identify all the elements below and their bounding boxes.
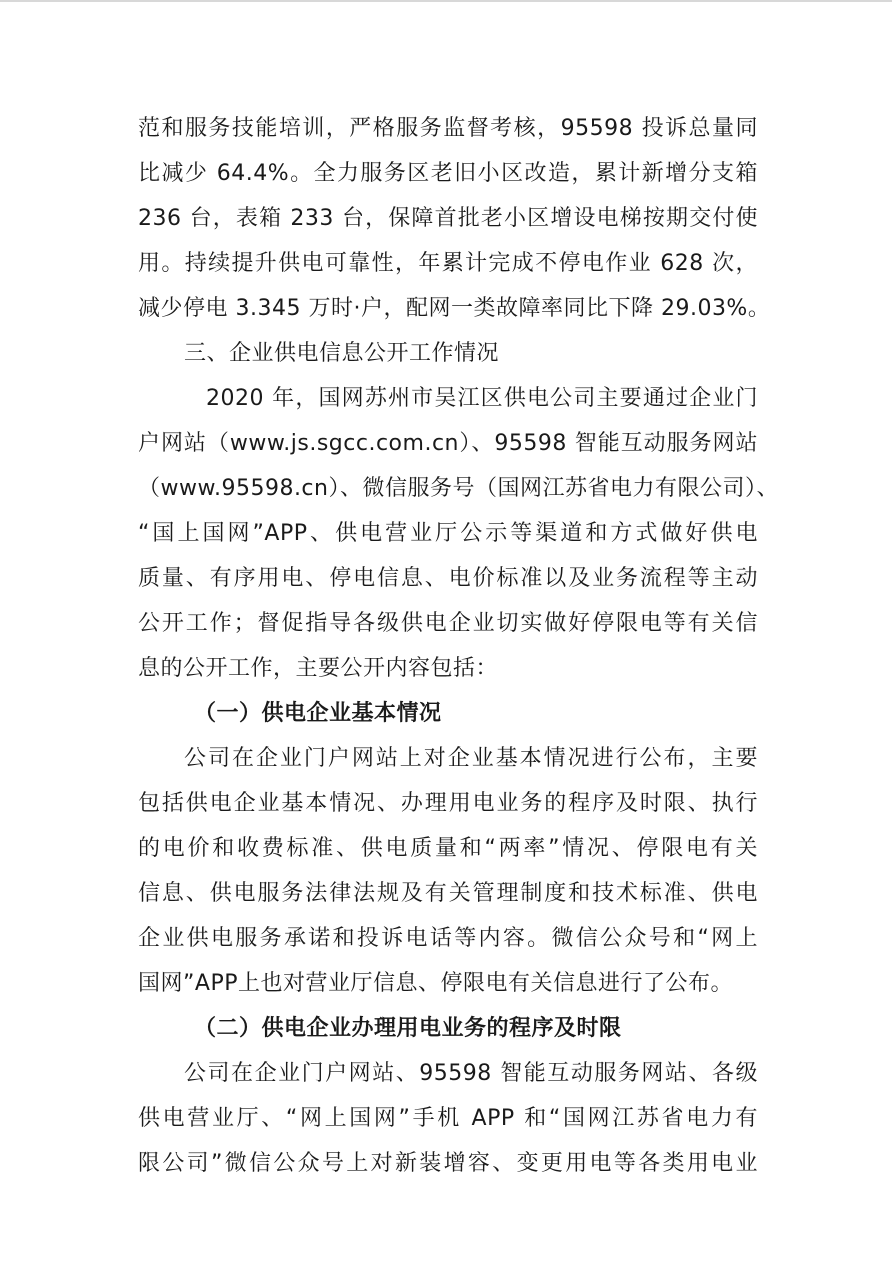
text-line: 公开工作；督促指导各级供电企业切实做好停限电等有关信	[138, 611, 758, 636]
text-line: 用。持续提升供电可靠性，年累计完成不停电作业 628 次，	[138, 251, 758, 276]
text-line: 息的公开工作，主要公开内容包括：	[138, 656, 499, 681]
paragraph-basic-info	[138, 740, 758, 1003]
text-line: 限公司”微信公众号上对新装增容、变更用电等各类用电业	[138, 1151, 758, 1176]
text-line: 比减少 64.4%。全力服务区老旧小区改造，累计新增分支箱	[138, 161, 758, 186]
text-line: 质量、有序用电、停电信息、电价标准以及业务流程等主动	[138, 566, 758, 591]
text-line: （www.95598.cn）、微信服务号（国网江苏省电力有限公司）、	[138, 476, 779, 501]
text-line: 企业供电服务承诺和投诉电话等内容。微信公众号和“网上	[138, 926, 758, 951]
text-line: 减少停电 3.345 万时·户，配网一类故障率同比下降 29.03%。	[138, 296, 771, 321]
text-line: 的电价和收费标准、供电质量和“两率”情况、停限电有关	[138, 836, 758, 861]
document-body	[138, 110, 779, 1190]
text-line: 范和服务技能培训，严格服务监督考核，95598 投诉总量同	[138, 116, 758, 141]
paragraph-procedures	[138, 1055, 758, 1183]
text-line: 2020 年，国网苏州市吴江区供电公司主要通过企业门	[206, 386, 758, 411]
text-line: 户网站（www.js.sgcc.com.cn）、95598 智能互动服务网站	[138, 431, 758, 456]
text-line: 信息、供电服务法律法规及有关管理制度和技术标准、供电	[138, 881, 758, 906]
page-top-border	[0, 0, 892, 2]
subsection-heading-2: （二）供电企业办理用电业务的程序及时限	[194, 1016, 622, 1041]
paragraph-service-results	[138, 110, 771, 328]
text-line: “国上国网”APP、供电营业厅公示等渠道和方式做好供电	[138, 521, 758, 546]
text-line: 公司在企业门户网站、95598 智能互动服务网站、各级	[184, 1061, 758, 1086]
subsection-heading-1: （一）供电企业基本情况	[194, 701, 442, 726]
text-line: 包括供电企业基本情况、办理用电业务的程序及时限、执行	[138, 791, 758, 816]
text-line: 供电营业厅、“网上国网”手机 APP 和“国网江苏省电力有	[138, 1106, 758, 1131]
text-line: 236 台，表箱 233 台，保障首批老小区增设电梯按期交付使	[138, 206, 758, 231]
text-line: 公司在企业门户网站上对企业基本情况进行公布，主要	[184, 746, 758, 771]
paragraph-info-disclosure	[138, 380, 779, 688]
text-line: 国网”APP上也对营业厅信息、停限电有关信息进行了公布。	[138, 971, 733, 996]
section-heading-3: 三、企业供电信息公开工作情况	[184, 341, 500, 366]
